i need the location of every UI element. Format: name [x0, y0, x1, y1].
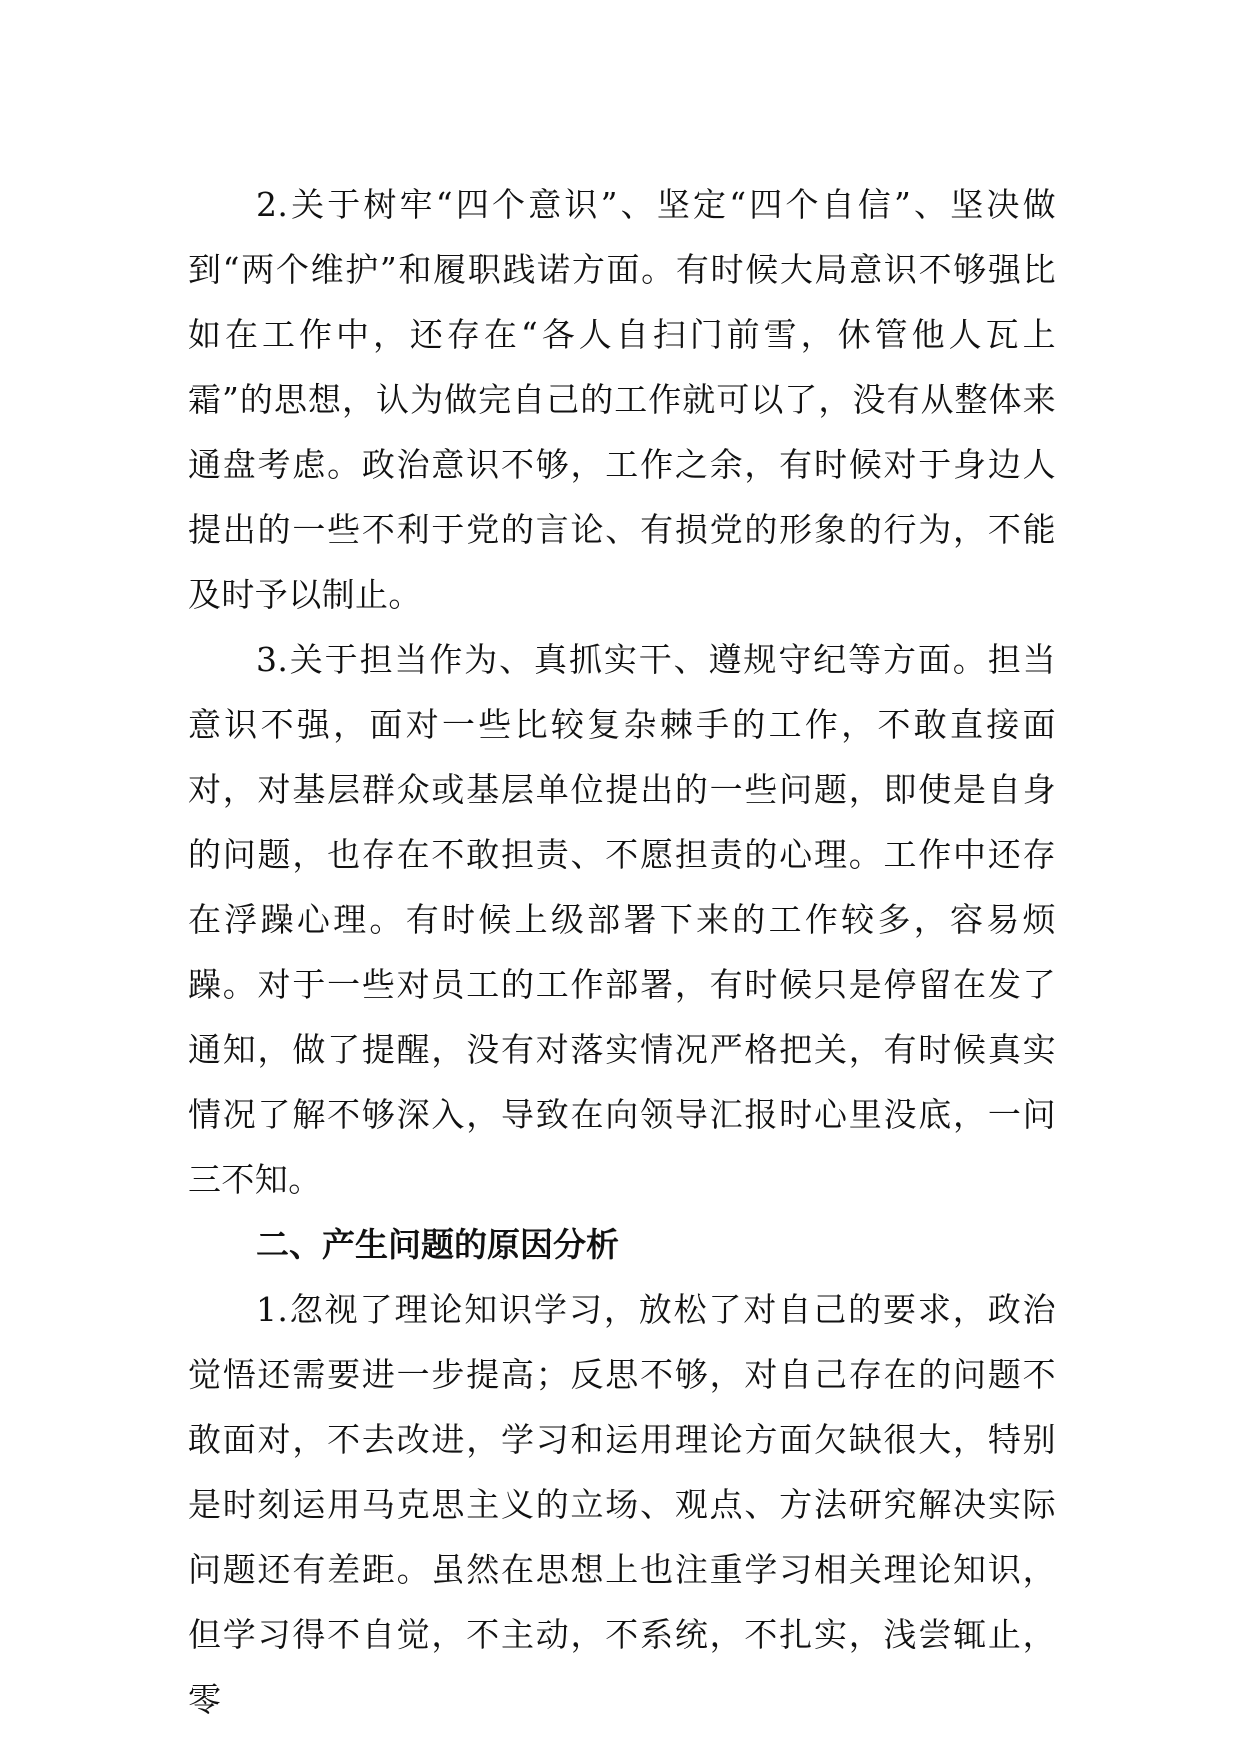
document-body	[188, 172, 1056, 1732]
paragraph-item-2: 2.关于树牢“四个意识”、坚定“四个自信”、坚决做到“两个维护”和履职践诺方面。有时候大局意识不够强比如在工作中，还存在“各人自扫门前雪，休管他人瓦上霜”的思想，认为做完自己的工作就可以了，没有从整体来通盘考虑。政治意识不够，工作之余，有时候对于身边人提出的一些不利于党的言论、有损党的形象的行为，不能及时予以制止。	[188, 185, 1056, 614]
paragraph-item-3: 3.关于担当作为、真抓实干、遵规守纪等方面。担当意识不强，面对一些比较复杂棘手的工作，不敢直接面对，对基层群众或基层单位提出的一些问题，即使是自身的问题，也存在不敢担责、不愿担责的心理。工作中还存在浮躁心理。有时候上级部署下来的工作较多，容易烦躁。对于一些对员工的工作部署，有时候只是停留在发了通知，做了提醒，没有对落实情况严格把关，有时候真实情况了解不够深入，导致在向领导汇报时心里没底，一问三不知。	[188, 640, 1056, 1199]
section-heading-causes: 二、产生问题的原因分析	[256, 1225, 619, 1264]
paragraph-cause-1: 1.忽视了理论知识学习，放松了对自己的要求，政治觉悟还需要进一步提高；反思不够，对自己存在的问题不敢面对，不去改进，学习和运用理论方面欠缺很大，特别是时刻运用马克思主义的立场、观点、方法研究解决实际问题还有差距。虽然在思想上也注重学习相关理论知识，但学习得不自觉，不主动，不系统，不扎实，浅尝辄止，零	[188, 1290, 1056, 1719]
